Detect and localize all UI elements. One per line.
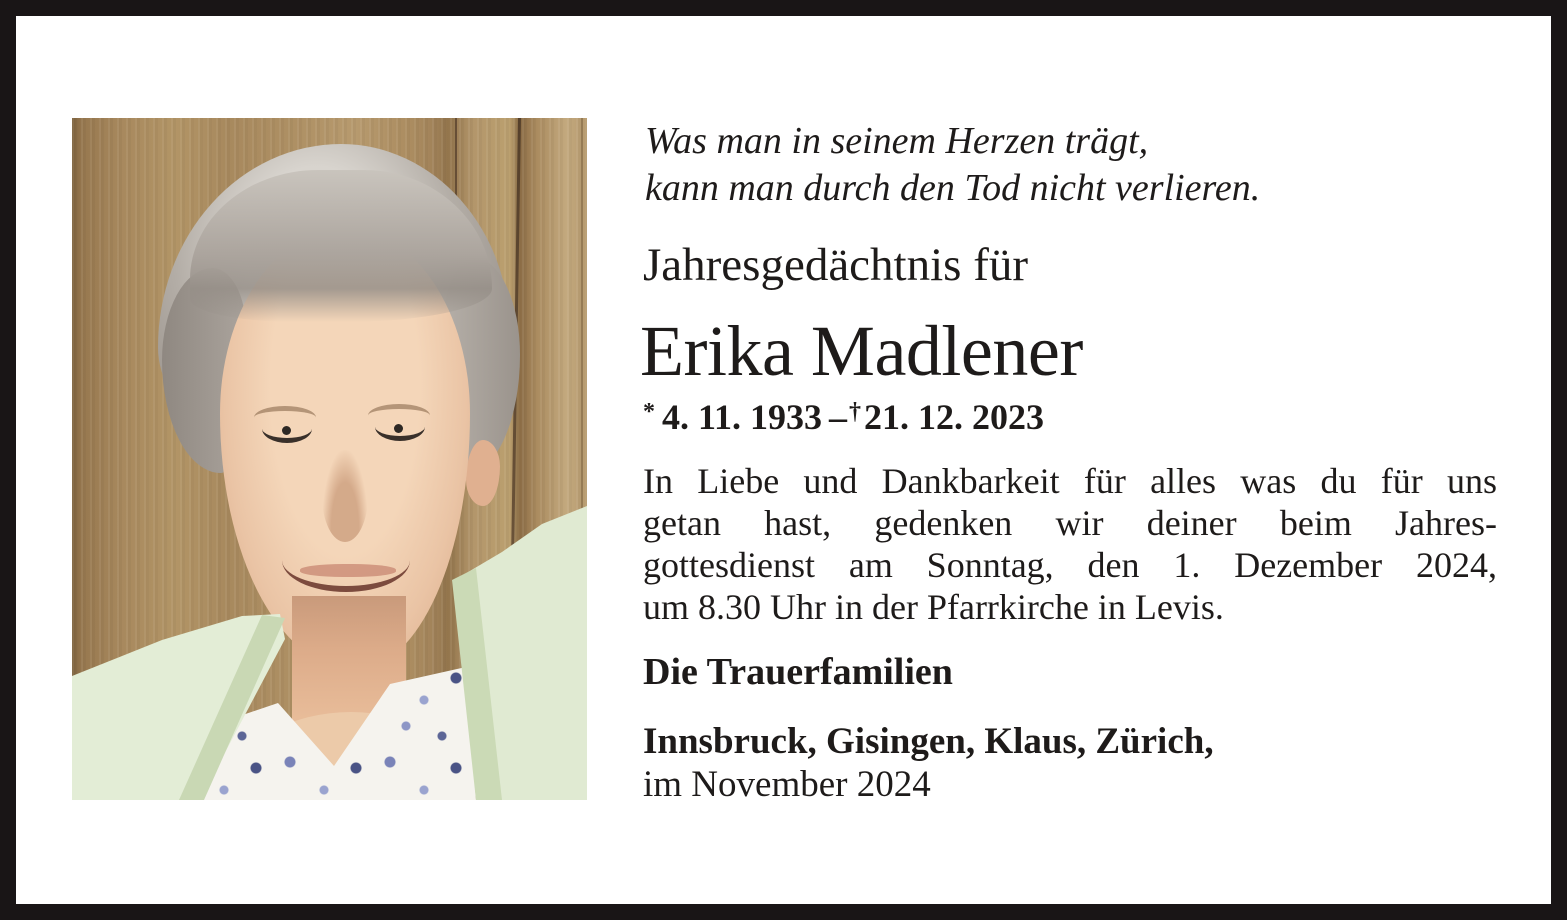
pupil: [282, 426, 291, 435]
life-dates: [643, 396, 1044, 438]
pupil: [394, 424, 403, 433]
closing-line: Die Trauerfamilien: [643, 651, 953, 693]
quote-line: kann man durch den Tod nicht verlieren.: [645, 167, 1261, 209]
lips: [300, 564, 396, 577]
birth-symbol: *: [643, 399, 655, 425]
quote-line: Was man in seinem Herzen trägt,: [645, 120, 1149, 162]
birth-date: 4. 11. 1933: [662, 397, 823, 437]
memorial-quote: [645, 118, 1260, 212]
body-line: gottesdienst am Sonntag, den 1. Dezember 2024,: [643, 545, 1497, 585]
families-block: [643, 720, 1214, 806]
death-symbol: †: [849, 399, 862, 425]
memorial-body: [643, 460, 1497, 628]
dates-separator: –: [829, 397, 848, 437]
death-date: 21. 12. 2023: [864, 397, 1045, 437]
nose: [322, 450, 368, 542]
date-line: im November 2024: [643, 764, 931, 805]
deceased-name: Erika Madlener: [640, 311, 1083, 391]
body-line: getan hast, gedenken wir deiner beim Jahres-: [643, 503, 1497, 543]
portrait-photo: [72, 118, 587, 800]
families-line: Innsbruck, Gisingen, Klaus, Zürich,: [643, 721, 1214, 762]
body-line: In Liebe und Dankbarkeit für alles was du für uns: [643, 461, 1497, 501]
body-line: um 8.30 Uhr in der Pfarrkirche in Levis.: [643, 587, 1224, 627]
notice-heading: Jahresgedächtnis für: [643, 239, 1028, 291]
